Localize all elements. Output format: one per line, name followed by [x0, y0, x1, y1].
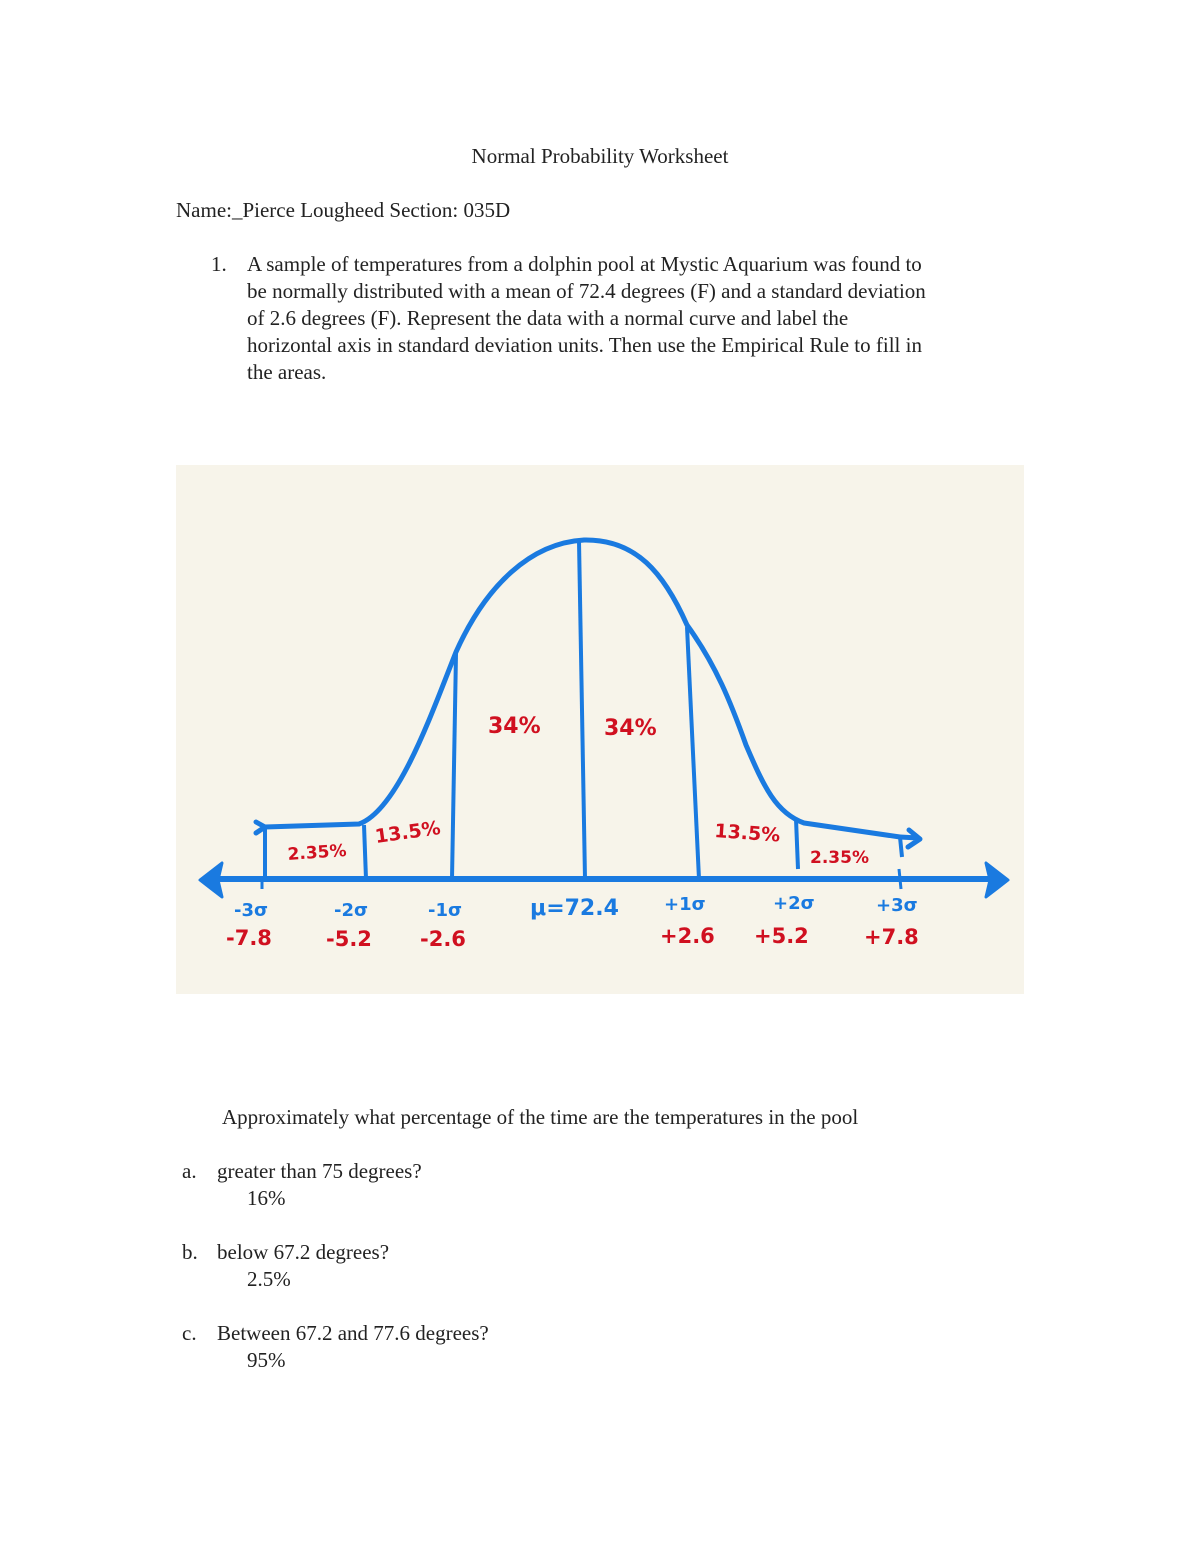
axis-offset-label: -2.6 [420, 927, 466, 951]
region-label: 2.35% [286, 840, 348, 865]
axis-offset-label: +2.6 [660, 924, 715, 948]
name-section-line: Name:_Pierce Lougheed Section: 035D [176, 198, 511, 222]
divider-minus-1sd [452, 653, 456, 879]
question-line: be normally distributed with a mean of 72.4 degrees (F) and a standard deviation [247, 279, 926, 303]
divider-plus-3sd [900, 837, 902, 857]
tick-plus-3sd [899, 869, 901, 889]
question-text [247, 251, 1027, 386]
worksheet-title: Normal Probability Worksheet [471, 144, 729, 168]
axis-sigma-label: +3σ [876, 895, 918, 916]
normal-curve-svg [176, 465, 1024, 994]
axis-sigma-label: -3σ [234, 900, 269, 921]
region-label: 34% [604, 716, 657, 741]
axis-offset-label: +5.2 [754, 924, 809, 948]
axis-left-arrow-icon [200, 863, 222, 897]
region-label: 2.35% [810, 848, 869, 868]
divider-mean [579, 541, 585, 879]
part-c-letter: c. [182, 1321, 197, 1345]
question-line: horizontal axis in standard deviation units. Then use the Empirical Rule to fill in [247, 333, 922, 357]
question-line: of 2.6 degrees (F). Represent the data with a normal curve and label the [247, 306, 849, 330]
axis-offset-label: -5.2 [326, 927, 372, 951]
region-label: 13.5% [713, 820, 781, 847]
region-label: 34% [488, 714, 541, 739]
part-a-question: greater than 75 degrees? [217, 1159, 422, 1183]
followup-prompt: Approximately what percentage of the time are the temperatures in the pool [222, 1105, 859, 1129]
axis-sigma-label: -2σ [334, 900, 369, 921]
question-number: 1. [211, 252, 227, 276]
divider-minus-2sd [364, 825, 366, 879]
part-b-question: below 67.2 degrees? [217, 1240, 390, 1264]
part-b-answer: 2.5% [247, 1267, 291, 1291]
part-c-question: Between 67.2 and 77.6 degrees? [217, 1321, 489, 1345]
question-line: A sample of temperatures from a dolphin pool at Mystic Aquarium was found to [247, 252, 922, 276]
axis-offset-label: +7.8 [864, 925, 919, 949]
part-c-answer: 95% [247, 1348, 286, 1372]
axis-sigma-label: +2σ [773, 893, 815, 914]
right-tail-arrow-icon [900, 830, 920, 847]
part-b-letter: b. [182, 1240, 198, 1264]
axis-sigma-label: +1σ [664, 894, 706, 915]
question-line: the areas. [247, 360, 327, 384]
region-label: 13.5% [373, 816, 442, 848]
axis-offset-label: -7.8 [226, 926, 272, 950]
divider-plus-1sd [687, 627, 699, 879]
part-a-answer: 16% [247, 1186, 286, 1210]
axis-sigma-label: -1σ [428, 900, 463, 921]
divider-plus-2sd [796, 819, 798, 869]
axis-right-arrow-icon [986, 863, 1008, 897]
part-a-letter: a. [182, 1159, 197, 1183]
normal-curve-drawing [176, 465, 1024, 994]
axis-mean-label: μ=72.4 [530, 896, 619, 921]
